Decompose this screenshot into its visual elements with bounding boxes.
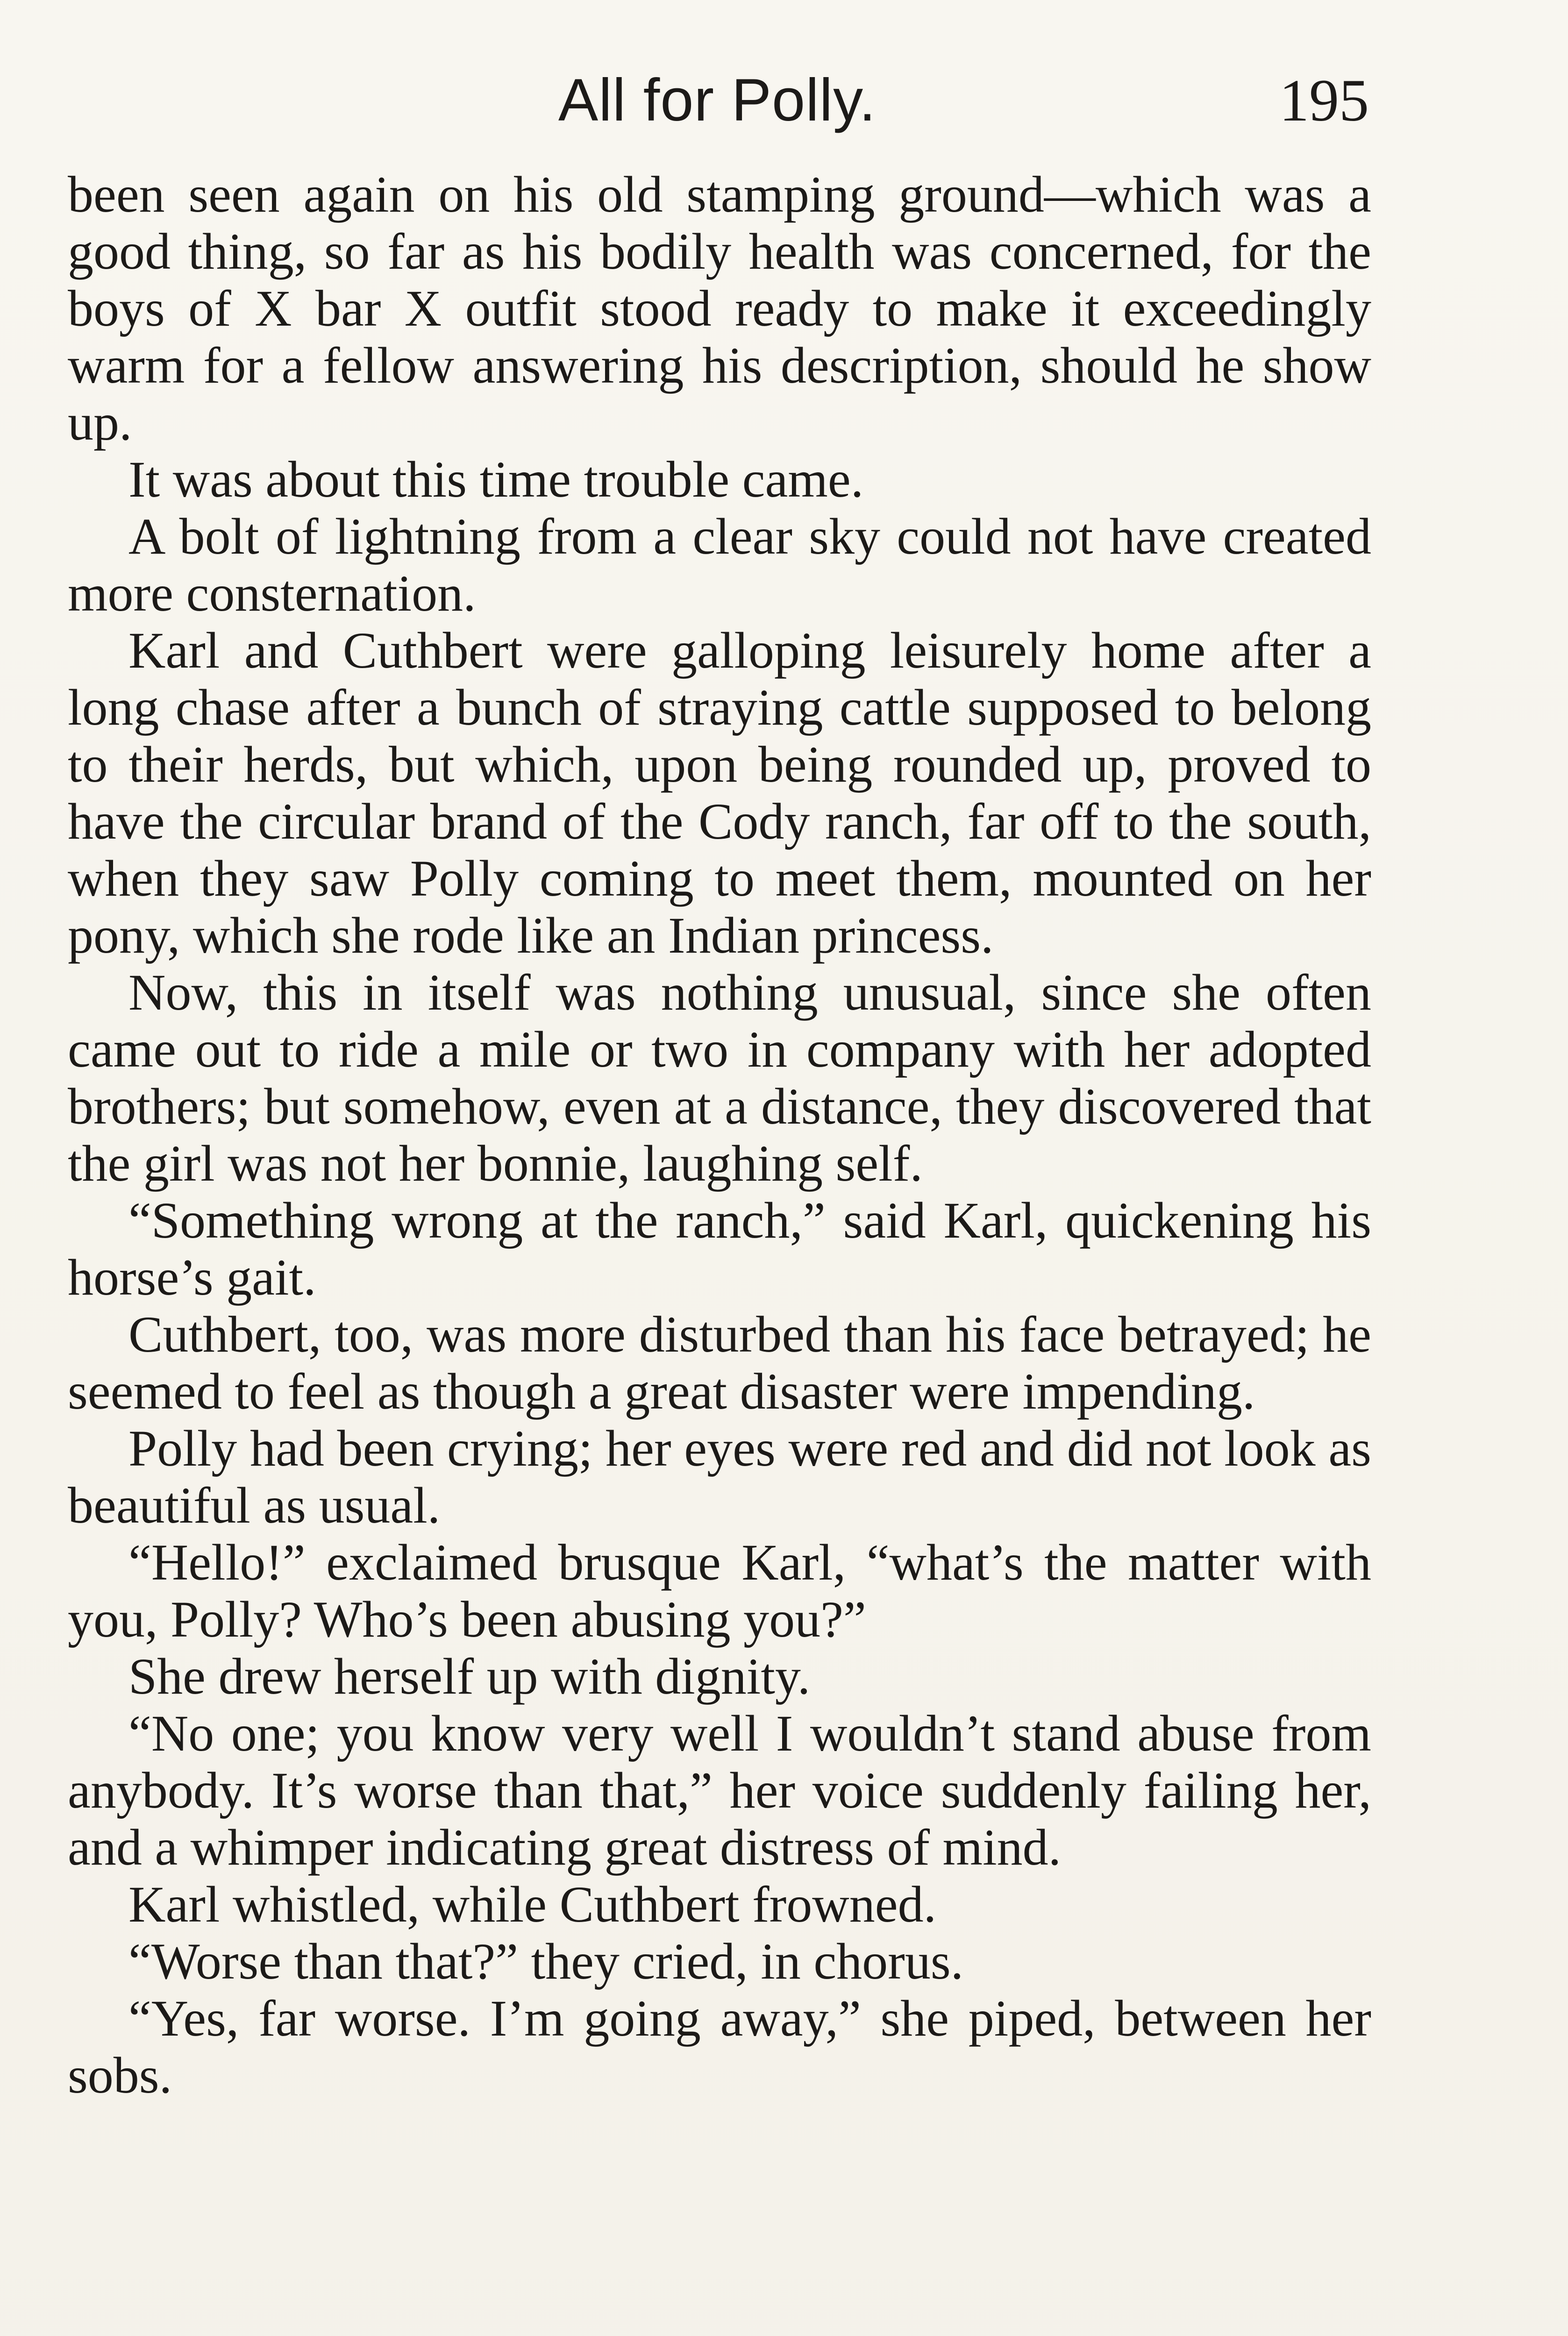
running-head — [65, 61, 1369, 140]
paragraph: A bolt of lightning from a clear sky could not have created more consternation. — [68, 508, 1371, 622]
paragraph: Karl whistled, while Cuthbert frowned. — [128, 1876, 937, 1933]
body-text — [68, 166, 1371, 2104]
paragraph: Cuthbert, too, was more disturbed than his face betrayed; he seemed to feel as though a great disaster were impending. — [68, 1306, 1371, 1420]
running-title: All for Polly. — [558, 67, 877, 134]
paragraph: Now, this in itself was nothing unusual, since she often came out to ride a mile or two in company with her adopted brothers; but somehow, even at a distance, they discovered that the girl was not her bonnie, laughing self. — [68, 964, 1371, 1192]
page-number: 195 — [1279, 67, 1369, 134]
paragraph: “Something wrong at the ranch,” said Karl, quickening his horse’s gait. — [68, 1192, 1371, 1306]
paragraph: “No one; you know very well I wouldn’t stand abuse from anybody. It’s worse than that,” her voice suddenly failing her, and a whimper indicating great distress of mind. — [68, 1705, 1371, 1876]
paragraph: Polly had been crying; her eyes were red and did not look as beautiful as usual. — [68, 1420, 1371, 1534]
paragraph: She drew herself up with dignity. — [128, 1648, 811, 1705]
paragraph: It was about this time trouble came. — [128, 451, 864, 508]
paragraph: “Yes, far worse. I’m going away,” she piped, between her sobs. — [68, 1990, 1371, 2104]
paragraph: “Hello!” exclaimed brusque Karl, “what’s the matter with you, Polly? Who’s been abusing you?” — [68, 1534, 1371, 1648]
paragraph: Karl and Cuthbert were galloping leisurely home after a long chase after a bunch of straying cattle supposed to belong to their herds, but which, upon being rounded up, proved to have the circular brand of the Cody ranch, far off to the south, when they saw Polly coming to meet them, mounted on her pony, which she rode like an Indian princess. — [68, 622, 1371, 964]
paragraph: “Worse than that?” they cried, in chorus. — [128, 1933, 964, 1990]
paragraph: been seen again on his old stamping ground—which was a good thing, so far as his bodily health was concerned, for the boys of X bar X outfit stood ready to make it exceedingly warm for a fellow answering his description, should he show up. — [68, 166, 1371, 451]
